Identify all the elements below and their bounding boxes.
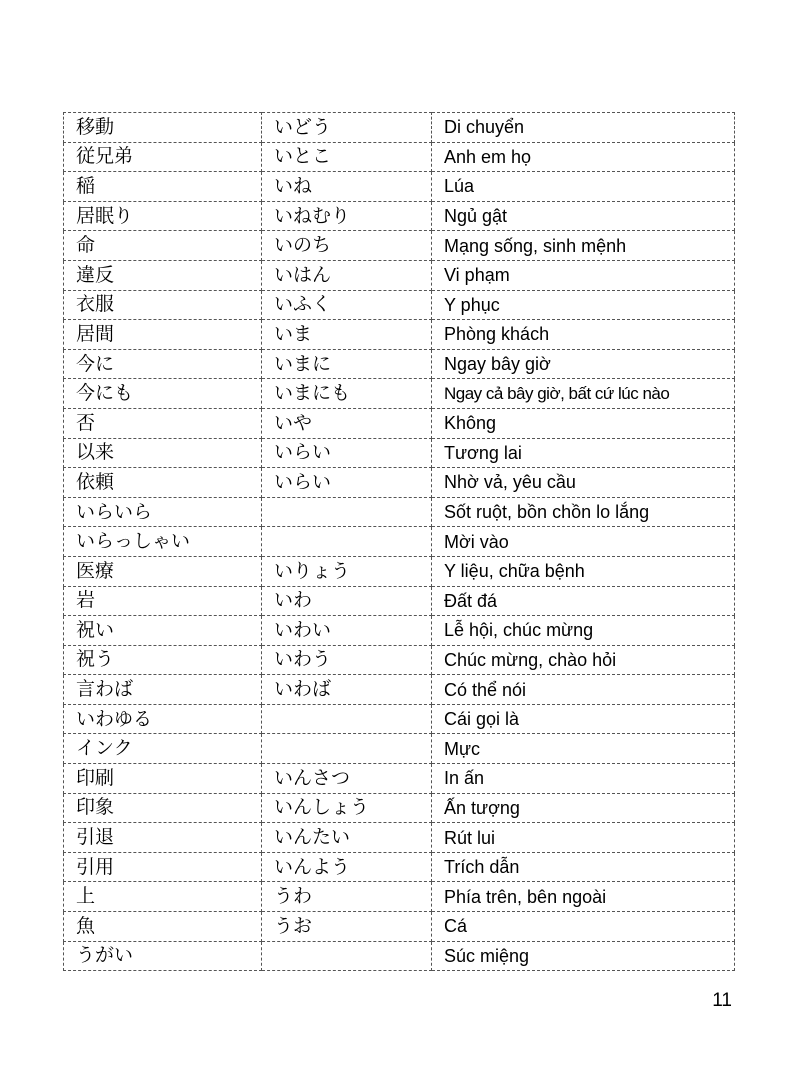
kana-cell: うお (262, 912, 432, 942)
kanji-cell: 言わば (64, 675, 262, 705)
kana-cell: いねむり (262, 201, 432, 231)
kana-cell: いりょう (262, 556, 432, 586)
meaning-cell: Anh em họ (432, 142, 735, 172)
kanji-cell: 今にも (64, 379, 262, 409)
kana-cell: いんさつ (262, 764, 432, 794)
meaning-cell: Mạng sống, sinh mệnh (432, 231, 735, 261)
table-row (64, 704, 735, 734)
kanji-cell: 以来 (64, 438, 262, 468)
meaning-cell: Y phục (432, 290, 735, 320)
table-row (64, 290, 735, 320)
kana-cell: いんしょう (262, 793, 432, 823)
meaning-cell: Ngay cả bây giờ, bất cứ lúc nào (432, 379, 735, 409)
kanji-cell: いらっしゃい (64, 527, 262, 557)
meaning-cell: Phòng khách (432, 320, 735, 350)
table-row (64, 912, 735, 942)
table-row (64, 586, 735, 616)
meaning-cell: Ngủ gật (432, 201, 735, 231)
meaning-cell: Ấn tượng (432, 793, 735, 823)
kanji-cell: 医療 (64, 556, 262, 586)
kanji-cell: インク (64, 734, 262, 764)
table-row (64, 556, 735, 586)
meaning-cell: Phía trên, bên ngoài (432, 882, 735, 912)
meaning-cell: Đất đá (432, 586, 735, 616)
kanji-cell: 祝う (64, 645, 262, 675)
kana-cell (262, 527, 432, 557)
table-row (64, 823, 735, 853)
meaning-cell: Trích dẫn (432, 852, 735, 882)
kanji-cell: 否 (64, 408, 262, 438)
kana-cell: いまにも (262, 379, 432, 409)
kanji-cell: いらいら (64, 497, 262, 527)
kanji-cell: 命 (64, 231, 262, 261)
table-row (64, 438, 735, 468)
kana-cell: いわい (262, 616, 432, 646)
kana-cell: いまに (262, 349, 432, 379)
table-row (64, 260, 735, 290)
kana-cell: いんたい (262, 823, 432, 853)
meaning-cell: Súc miệng (432, 941, 735, 971)
kana-cell: いんよう (262, 852, 432, 882)
meaning-cell: Sốt ruột, bồn chồn lo lắng (432, 497, 735, 527)
kana-cell: いはん (262, 260, 432, 290)
kanji-cell: 引用 (64, 852, 262, 882)
meaning-cell: Ngay bây giờ (432, 349, 735, 379)
meaning-cell: Lễ hội, chúc mừng (432, 616, 735, 646)
meaning-cell: In ấn (432, 764, 735, 794)
kanji-cell: 違反 (64, 260, 262, 290)
meaning-cell: Mực (432, 734, 735, 764)
meaning-cell: Không (432, 408, 735, 438)
kanji-cell: 祝い (64, 616, 262, 646)
table-row (64, 734, 735, 764)
meaning-cell: Cái gọi là (432, 704, 735, 734)
meaning-cell: Chúc mừng, chào hỏi (432, 645, 735, 675)
table-row (64, 497, 735, 527)
page-number: 11 (712, 990, 732, 1011)
table-row (64, 616, 735, 646)
kana-cell: うわ (262, 882, 432, 912)
kana-cell: いどう (262, 113, 432, 143)
table-row (64, 675, 735, 705)
kana-cell: いね (262, 172, 432, 202)
kana-cell: いとこ (262, 142, 432, 172)
meaning-cell: Cá (432, 912, 735, 942)
kanji-cell: 衣服 (64, 290, 262, 320)
meaning-cell: Y liệu, chữa bệnh (432, 556, 735, 586)
table-row (64, 231, 735, 261)
kana-cell (262, 941, 432, 971)
table-row (64, 882, 735, 912)
kanji-cell: 印象 (64, 793, 262, 823)
kana-cell (262, 704, 432, 734)
kanji-cell: 移動 (64, 113, 262, 143)
meaning-cell: Có thể nói (432, 675, 735, 705)
kana-cell: いや (262, 408, 432, 438)
table-row (64, 852, 735, 882)
kanji-cell: 稲 (64, 172, 262, 202)
table-row (64, 527, 735, 557)
kanji-cell: いわゆる (64, 704, 262, 734)
table-row (64, 349, 735, 379)
table-row (64, 645, 735, 675)
kanji-cell: 居間 (64, 320, 262, 350)
kana-cell: いわ (262, 586, 432, 616)
kana-cell: いま (262, 320, 432, 350)
kanji-cell: 印刷 (64, 764, 262, 794)
meaning-cell: Vi phạm (432, 260, 735, 290)
meaning-cell: Mời vào (432, 527, 735, 557)
kana-cell: いふく (262, 290, 432, 320)
table-row (64, 113, 735, 143)
table-row (64, 172, 735, 202)
kanji-cell: 魚 (64, 912, 262, 942)
kana-cell: いわう (262, 645, 432, 675)
kanji-cell: 依頼 (64, 468, 262, 498)
kanji-cell: 引退 (64, 823, 262, 853)
kana-cell (262, 497, 432, 527)
meaning-cell: Nhờ vả, yêu cầu (432, 468, 735, 498)
kanji-cell: 岩 (64, 586, 262, 616)
kanji-cell: 上 (64, 882, 262, 912)
kana-cell (262, 734, 432, 764)
kana-cell: いらい (262, 468, 432, 498)
table-row (64, 408, 735, 438)
table-row (64, 793, 735, 823)
vocabulary-table (63, 112, 735, 971)
table-row (64, 468, 735, 498)
meaning-cell: Rút lui (432, 823, 735, 853)
table-row (64, 142, 735, 172)
kana-cell: いらい (262, 438, 432, 468)
meaning-cell: Tương lai (432, 438, 735, 468)
meaning-cell: Lúa (432, 172, 735, 202)
kanji-cell: 従兄弟 (64, 142, 262, 172)
table-row (64, 379, 735, 409)
kanji-cell: うがい (64, 941, 262, 971)
kana-cell: いのち (262, 231, 432, 261)
kanji-cell: 居眠り (64, 201, 262, 231)
table-row (64, 941, 735, 971)
kana-cell: いわば (262, 675, 432, 705)
kanji-cell: 今に (64, 349, 262, 379)
table-row (64, 320, 735, 350)
meaning-cell: Di chuyển (432, 113, 735, 143)
table-row (64, 764, 735, 794)
vocabulary-table-body (64, 113, 735, 971)
table-row (64, 201, 735, 231)
